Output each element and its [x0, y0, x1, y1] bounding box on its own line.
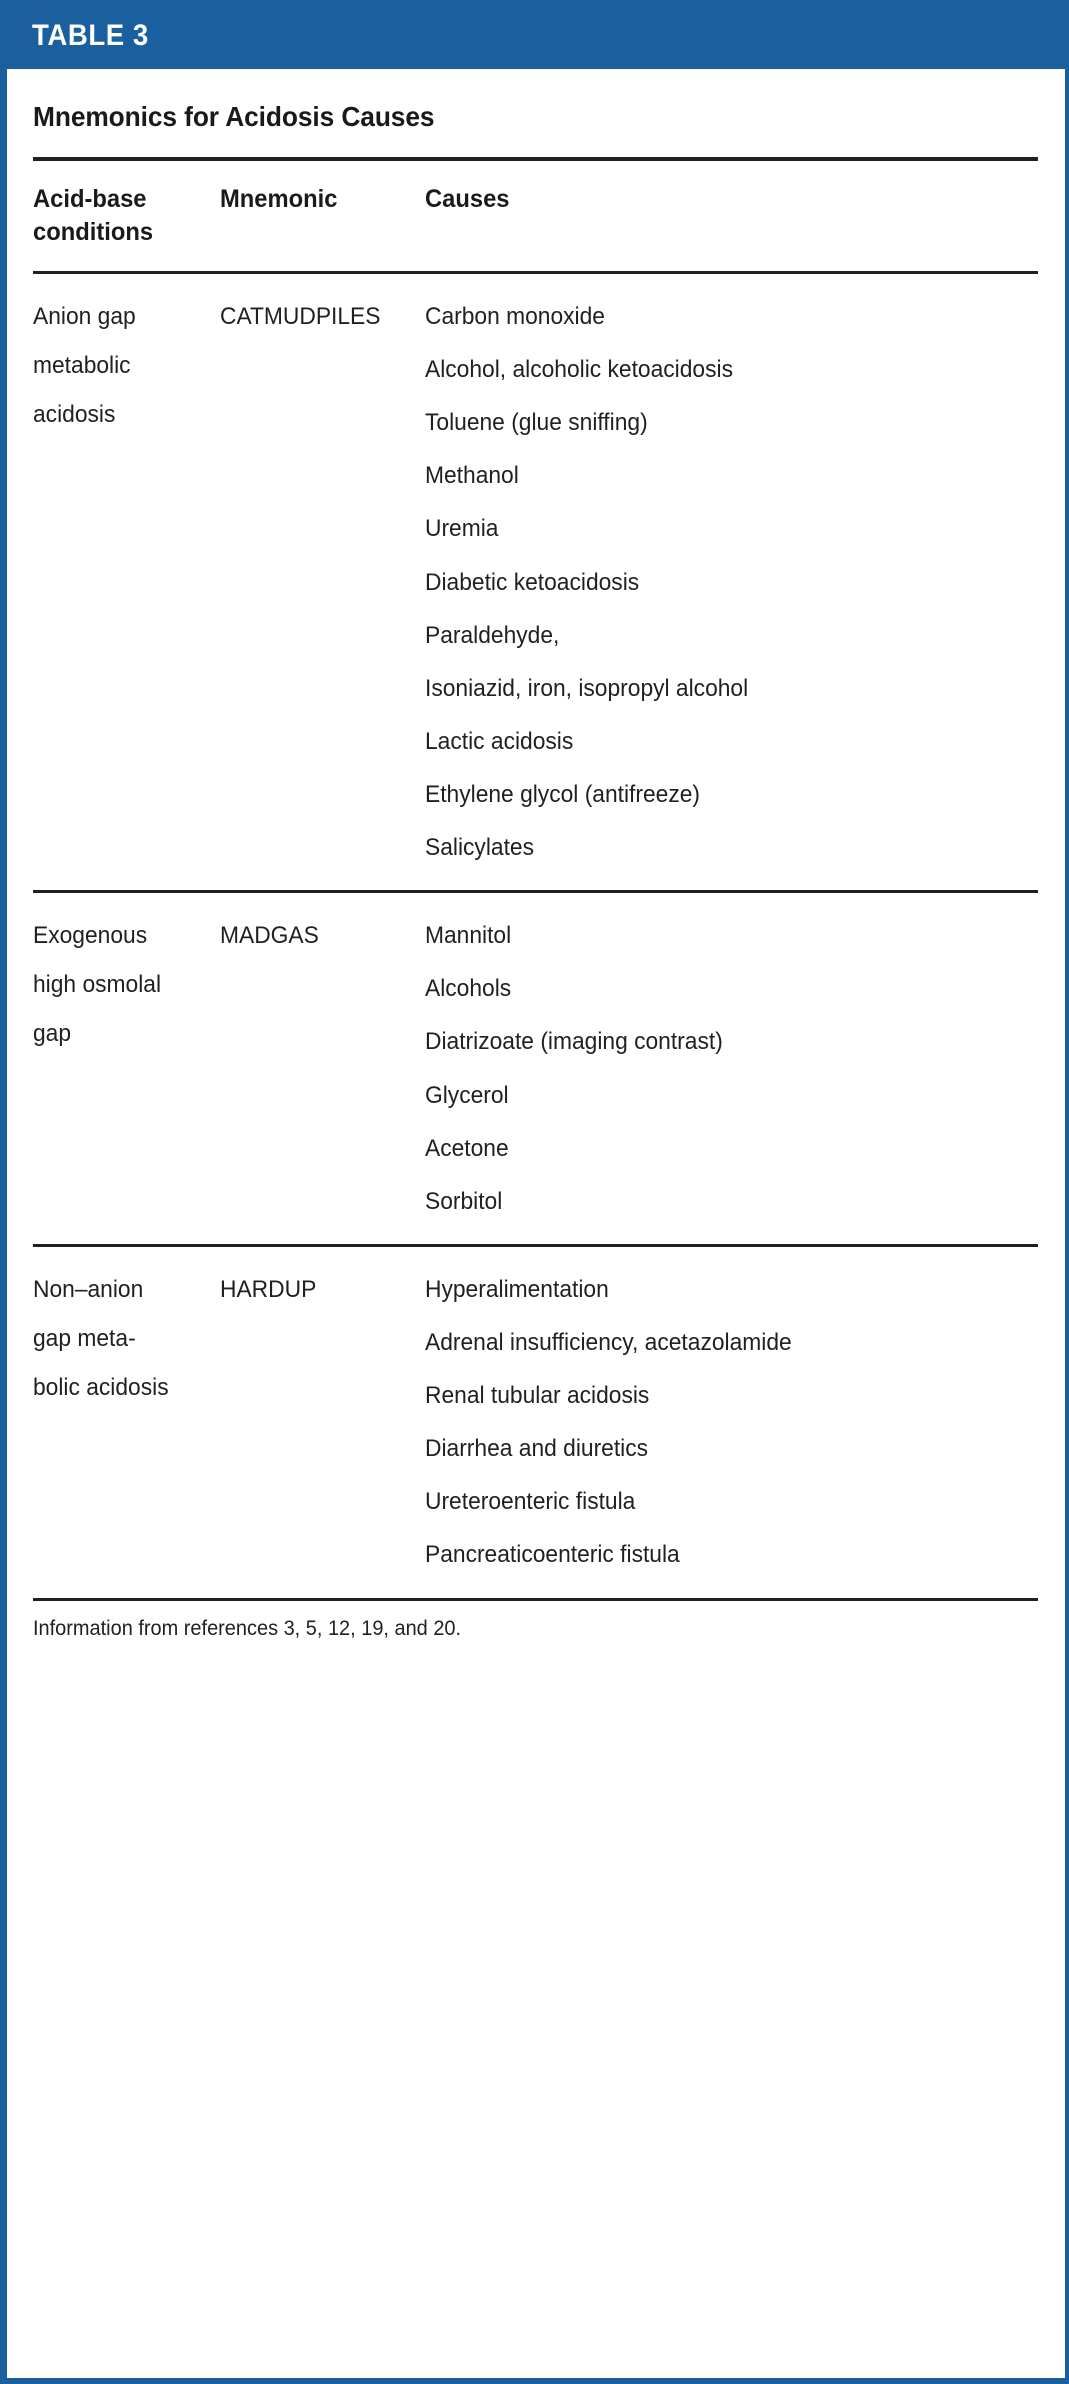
- column-header-mnemonic-label: Mnemonic: [220, 185, 338, 213]
- cause-item: Carbon monoxide: [425, 303, 605, 330]
- cause-item: Adrenal insufficiency, acetazolamide: [425, 1328, 792, 1356]
- table-row: [33, 274, 1038, 890]
- column-header-conditions: [33, 183, 220, 249]
- cause-item: Methanol: [425, 462, 519, 490]
- cause-item: Paraldehyde,: [425, 621, 560, 649]
- row-causes-cell: [425, 919, 1038, 1218]
- condition-line: metabolic: [33, 352, 131, 380]
- row-causes-cell: [425, 300, 1038, 864]
- cause-item: Renal tubular acidosis: [425, 1382, 650, 1410]
- condition-line: Non–anion: [33, 1275, 144, 1303]
- cause-item: Lactic acidosis: [425, 727, 574, 755]
- cause-item: Hyperalimentation: [425, 1275, 609, 1303]
- cause-item: Ureteroenteric fistula: [425, 1488, 636, 1516]
- cause-item: Alcohol, alcoholic ketoacidosis: [425, 356, 733, 384]
- column-header-causes-label: Causes: [425, 185, 510, 213]
- table-header-bar: [6, 3, 1066, 69]
- mnemonic-value: MADGAS: [220, 922, 319, 950]
- cause-item: Salicylates: [425, 834, 534, 862]
- table-title: Mnemonics for Acidosis Causes: [33, 101, 435, 132]
- condition-line: high osmolal: [33, 971, 162, 999]
- row-condition-cell: [33, 300, 220, 431]
- row-condition-cell: [33, 1273, 220, 1404]
- cause-item: Acetone: [425, 1134, 509, 1162]
- mnemonic-value: CATMUDPILES: [220, 303, 381, 330]
- table-body: [7, 69, 1065, 1661]
- table-number-label: TABLE 3: [32, 19, 149, 52]
- row-mnemonic-cell: [220, 300, 425, 333]
- cause-item: Mannitol: [425, 922, 512, 950]
- condition-line: gap: [33, 1020, 72, 1048]
- column-header-causes: [425, 183, 1038, 216]
- cause-item: Isoniazid, iron, isopropyl alcohol: [425, 674, 749, 702]
- condition-line: bolic acidosis: [33, 1374, 169, 1402]
- table-footnote: Information from references 3, 5, 12, 19, and 20.: [33, 1616, 462, 1640]
- cause-item: Sorbitol: [425, 1187, 503, 1215]
- cause-item: Alcohols: [425, 975, 512, 1003]
- column-header-mnemonic: [220, 183, 425, 216]
- cause-item: Pancreaticoenteric fistula: [425, 1541, 680, 1569]
- cause-item: Glycerol: [425, 1081, 509, 1109]
- condition-line: Exogenous: [33, 922, 148, 950]
- cause-item: Diabetic ketoacidosis: [425, 568, 640, 596]
- row-mnemonic-cell: [220, 919, 425, 952]
- condition-line: acidosis: [33, 401, 116, 429]
- condition-line: gap meta-: [33, 1324, 136, 1352]
- row-condition-cell: [33, 919, 220, 1050]
- condition-line: Anion gap: [33, 303, 136, 330]
- table-row: [33, 1247, 1038, 1598]
- column-header-conditions-line2: conditions: [33, 218, 154, 246]
- cause-item: Toluene (glue sniffing): [425, 409, 648, 437]
- cause-item: Uremia: [425, 515, 499, 543]
- cause-item: Ethylene glycol (antifreeze): [425, 780, 701, 808]
- row-causes-cell: [425, 1273, 1038, 1572]
- table-header-row: [33, 161, 1038, 271]
- row-mnemonic-cell: [220, 1273, 425, 1306]
- cause-item: Diarrhea and diuretics: [425, 1435, 649, 1463]
- table-row: [33, 893, 1038, 1244]
- cause-item: Diatrizoate (imaging contrast): [425, 1028, 723, 1056]
- mnemonic-value: HARDUP: [220, 1275, 317, 1303]
- column-header-conditions-line1: Acid-base: [33, 185, 147, 213]
